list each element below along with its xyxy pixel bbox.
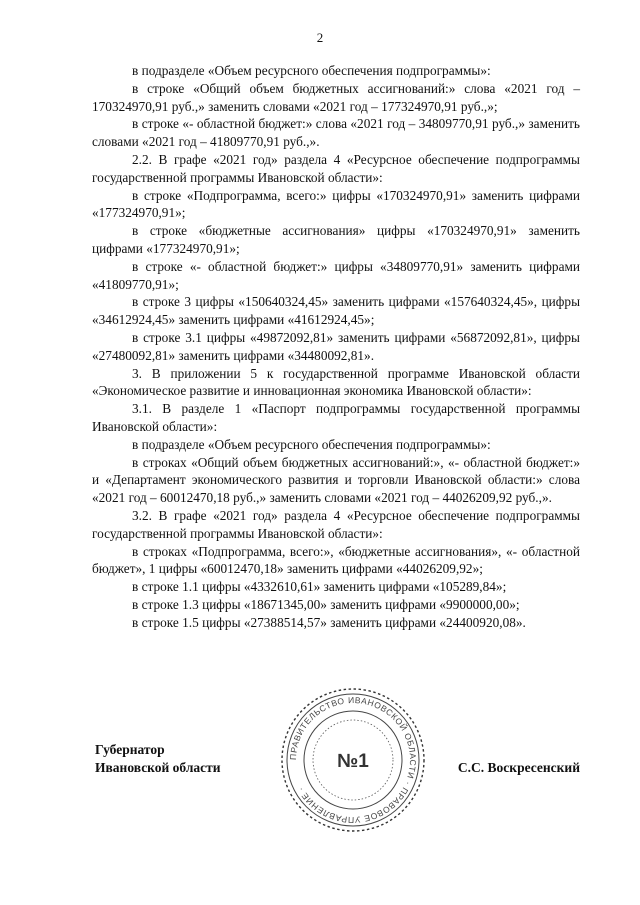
paragraph: в подразделе «Объем ресурсного обеспечения подпрограммы»:	[132, 63, 491, 78]
paragraph: в строке «бюджетные ассигнования» цифры «170324970,91» заменить цифрами «177324970,91»;	[92, 223, 580, 256]
signatory-title-line: Губернатор	[95, 742, 165, 757]
paragraph: в подразделе «Объем ресурсного обеспечения подпрограммы»:	[132, 436, 491, 452]
signatory-name: С.С. Воскресенский	[457, 760, 580, 775]
paragraph: в строке 1.5 цифры «27388514,57» заменить цифрами «24400920,08».	[132, 614, 526, 630]
paragraph: в строке «Общий объем бюджетных ассигнований:» слова «2021 год – 170324970,91 руб.,» заменить словами «2021 год – 177324970,91 руб.,»;	[92, 80, 580, 114]
paragraph: в строке 3 цифры «150640324,45» заменить цифрами «157640324,45», цифры «34612924,45» заменить цифрами «41612924,45»;	[92, 294, 580, 328]
seal-number: №1	[337, 751, 369, 772]
paragraph: в строке «- областной бюджет:» слова «2021 год – 34809770,91 руб.,» заменить словами «2021 год – 41809770,91 руб.,».	[92, 116, 580, 150]
page-number: 2	[316, 30, 324, 45]
paragraph: в строке «Подпрограмма, всего:» цифры «170324970,91» заменить цифрами «177324970,91»;	[92, 187, 580, 221]
paragraph: 3.2. В графе «2021 год» раздела 4 «Ресурсное обеспечение подпрограммы государственной программы Ивановской области»:	[92, 507, 580, 541]
paragraph: в строке «- областной бюджет:» цифры «34809770,91» заменить цифрами «41809770,91»;	[92, 258, 580, 292]
paragraph: в строках «Общий объем бюджетных ассигнований:», «- областной бюджет:» и «Департамент экономического развития и торговли Ивановской области:» слова «2021 год – 60012470,18 руб.,» заменить словами «2021 год – 44026209,92 руб.,».	[92, 454, 580, 506]
paragraph: 3. В приложении 5 к государственной программе Ивановской области «Экономическое развитие и инновационная экономика Ивановской области»:	[92, 365, 580, 399]
paragraph: в строке 3.1 цифры «49872092,81» заменить цифрами «56872092,81», цифры «27480092,81» заменить цифрами «34480092,81».	[92, 329, 580, 363]
paragraph: 2.2. В графе «2021 год» раздела 4 «Ресурсное обеспечение подпрограммы государственной программы Ивановской области»:	[92, 151, 580, 185]
signatory-title	[95, 741, 221, 777]
signatory-title-line: Ивановской области	[95, 760, 221, 775]
official-seal	[278, 685, 428, 835]
paragraph: в строке 1.3 цифры «18671345,00» заменить цифрами «9900000,00»;	[132, 596, 520, 612]
paragraph: 3.1. В разделе 1 «Паспорт подпрограммы государственной программы Ивановской области»:	[92, 401, 580, 434]
paragraph: в строках «Подпрограмма, всего:», «бюджетные ассигнования», «- областной бюджет», 1 цифры «60012470,18» заменить цифрами «44026209,92»;	[92, 543, 580, 577]
document-body	[92, 62, 580, 632]
seal-ring-text: ПРАВИТЕЛЬСТВО ИВАНОВСКОЙ ОБЛАСТИ · ПРАВОВОЕ УПРАВЛЕНИЕ ·	[287, 694, 419, 826]
paragraph: в строке 1.1 цифры «4332610,61» заменить цифрами «105289,84»;	[132, 579, 507, 595]
